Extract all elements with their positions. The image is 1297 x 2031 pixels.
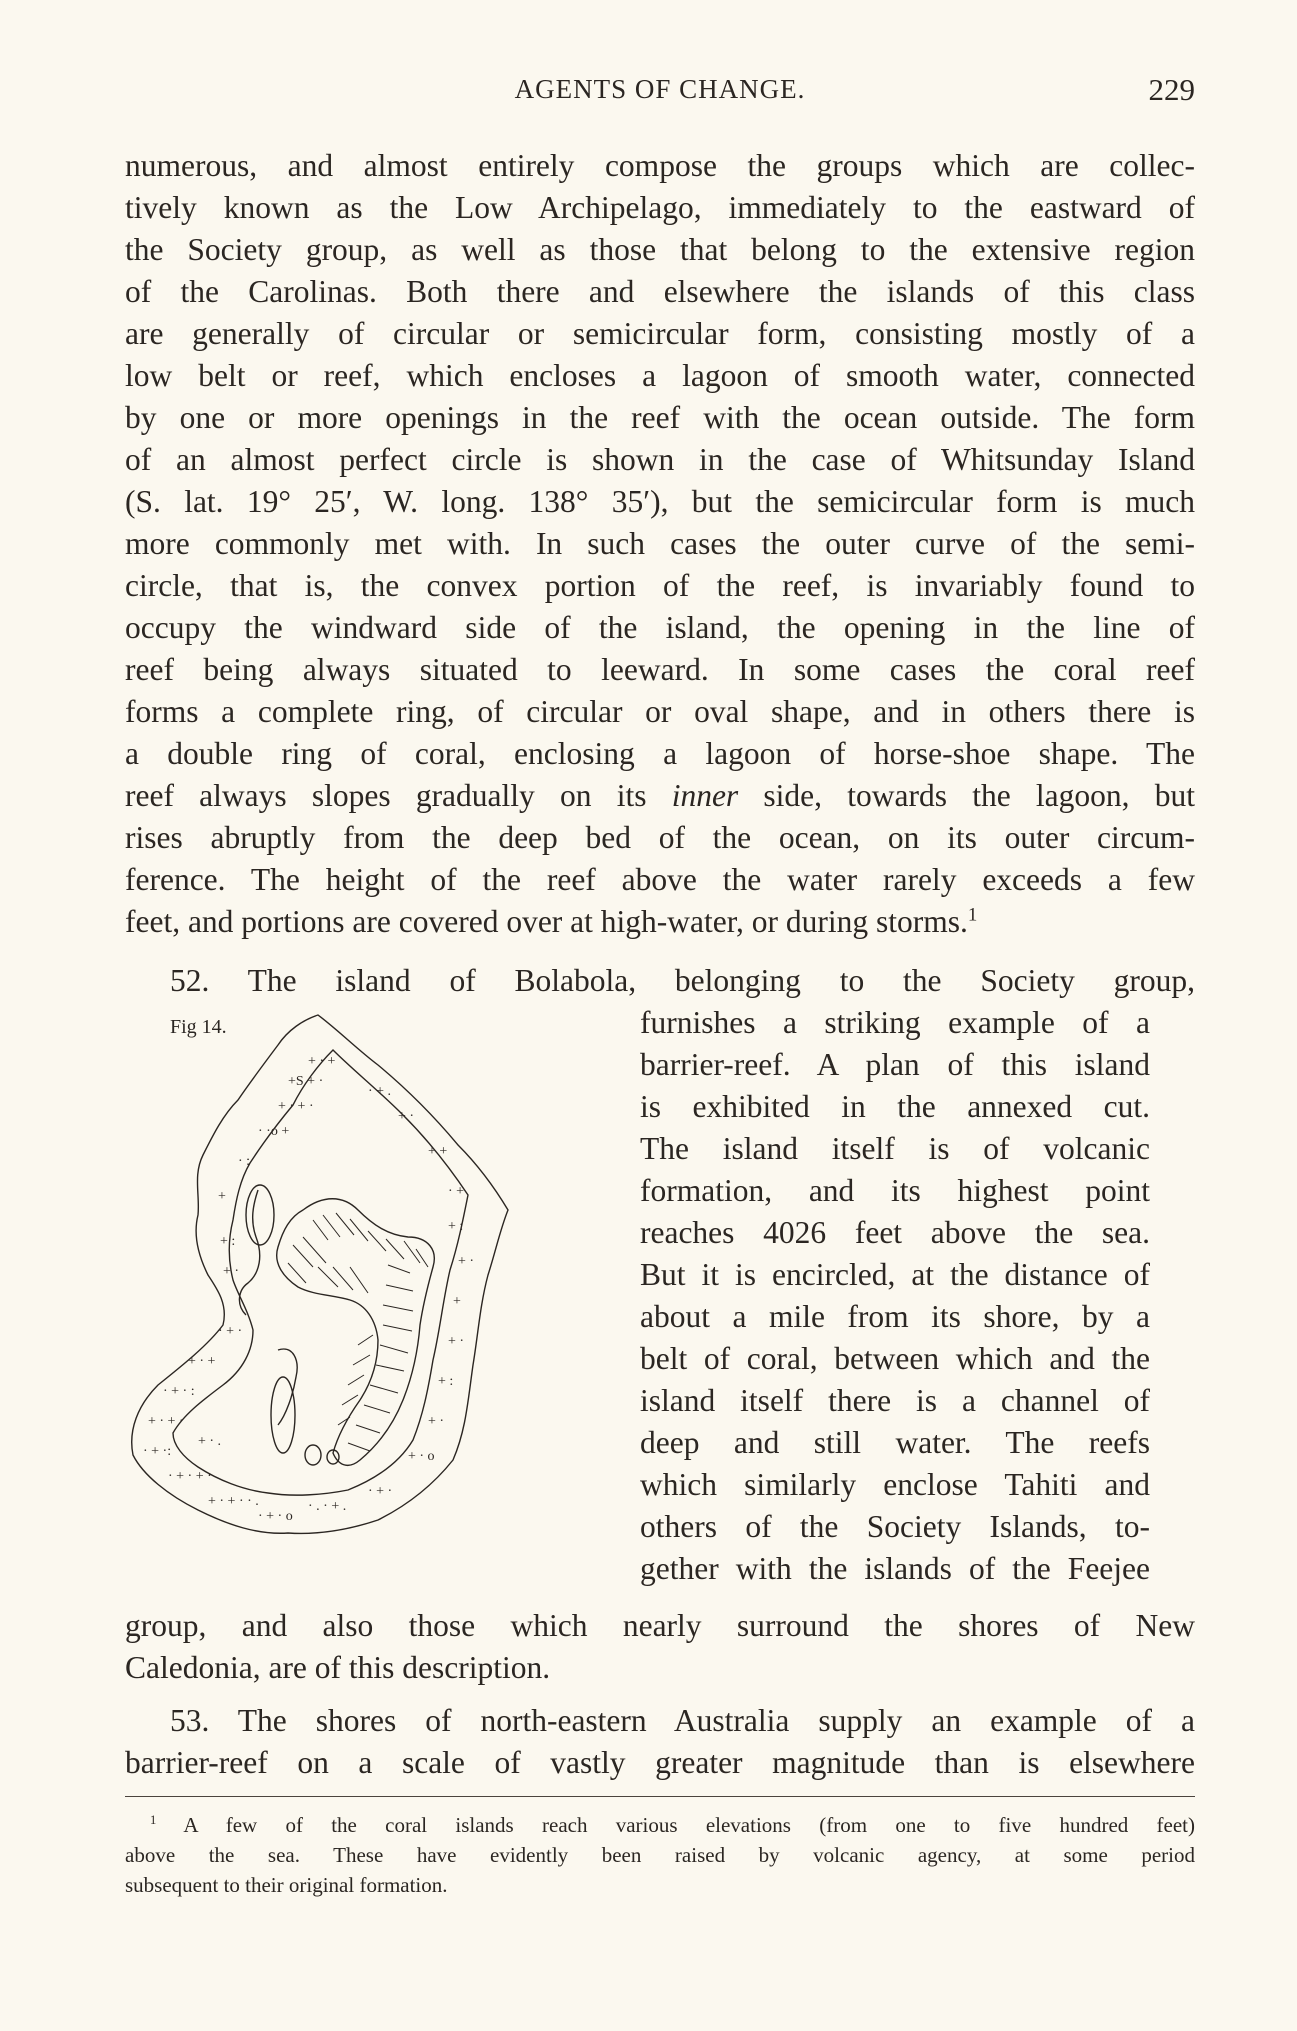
svg-text:· + · :: · + · :: [163, 1384, 195, 1399]
svg-text:+ · o: + · o: [408, 1449, 435, 1464]
volcanic-island-outline: [277, 1199, 435, 1466]
svg-text:· ·o +: · ·o +: [258, 1124, 290, 1139]
inner-reef-outline: [173, 1050, 468, 1495]
italic-word: inner: [671, 778, 739, 813]
svg-text:· + ·:: · + ·:: [143, 1444, 172, 1459]
running-header: [125, 74, 1195, 114]
text-line: Caledonia, are of this description.: [125, 1650, 551, 1685]
running-title: AGENTS OF CHANGE.: [514, 74, 806, 104]
footnote-line: subsequent to their original formation.: [125, 1873, 448, 1897]
svg-text:+: +: [453, 1294, 461, 1309]
text-line: of an almost perfect circle is shown in the case of Whitsunday Island: [125, 442, 1195, 477]
text-line: 52. The island of Bolabola, belonging to the Society group,: [170, 963, 1195, 998]
islet-outline: [246, 1185, 274, 1245]
footnote-rule: [125, 1796, 1195, 1797]
text-line: about a mile from its shore, by a: [640, 1299, 1150, 1334]
svg-text:+ ·: + ·: [398, 1109, 415, 1124]
svg-text:+ · +: + · +: [308, 1054, 336, 1069]
svg-text:+: +: [218, 1189, 226, 1204]
svg-text:· + · + ·: · + · + ·: [168, 1469, 212, 1484]
text-line: [125, 901, 1195, 943]
text-line: (S. lat. 19° 25′, W. long. 138° 35′), but the semicircular form is much: [125, 484, 1195, 519]
text-line: The island itself is of volcanic: [640, 1131, 1150, 1166]
text-line: group, and also those which nearly surround the shores of New: [125, 1608, 1195, 1643]
island-hatching: [288, 1213, 428, 1451]
svg-text:· + .: · + .: [368, 1084, 392, 1099]
text-run: A few of the coral islands reach various elevations (from one to five hundred feet): [183, 1813, 1196, 1837]
text-line: formation, and its highest point: [640, 1173, 1150, 1208]
figure-label: Fig 14.: [170, 1016, 227, 1038]
lagoon-outline: [239, 1190, 259, 1315]
text-line: deep and still water. The reefs: [640, 1425, 1150, 1460]
svg-text:+ :: + :: [438, 1374, 454, 1389]
svg-text:· +: · +: [448, 1184, 465, 1199]
text-line: reef being always situated to leeward. In some cases the coral reef: [125, 652, 1195, 687]
text-line: furnishes a striking example of a: [640, 1005, 1150, 1040]
text-line: rises abruptly from the deep bed of the ocean, on its outer circum-: [125, 820, 1195, 855]
text-line: But it is encircled, at the distance of: [640, 1257, 1150, 1292]
page-number: 229: [1148, 72, 1195, 107]
text-line: are generally of circular or semicircular form, consisting mostly of a: [125, 316, 1195, 351]
text-line: tively known as the Low Archipelago, immediately to the eastward of: [125, 190, 1195, 225]
text-run: reef always slopes gradually on its: [125, 778, 672, 813]
text-line: gether with the islands of the Feejee: [640, 1551, 1150, 1586]
reef-texture: [143, 1054, 474, 1524]
text-line: more commonly met with. In such cases the outer curve of the semi-: [125, 526, 1195, 561]
text-line: 53. The shores of north-eastern Australia supply an example of a: [170, 1703, 1195, 1738]
text-line: which similarly enclose Tahiti and: [640, 1467, 1150, 1502]
footnote-marker: 1: [967, 904, 978, 926]
svg-text:+ · .: + · .: [198, 1434, 222, 1449]
text-run: feet, and portions are covered over at high-water, or during storms.: [125, 904, 968, 939]
footnote-line: above the sea. These have evidently been raised by volcanic agency, at some period: [125, 1843, 1195, 1867]
outer-reef-outline: [132, 1015, 508, 1533]
text-run: side, towards the lagoon, but: [738, 778, 1195, 813]
svg-text:+ ·: + ·: [458, 1254, 475, 1269]
text-line: island itself there is a channel of: [640, 1383, 1150, 1418]
text-line: the Society group, as well as those that belong to the extensive region: [125, 232, 1195, 267]
text-line: occupy the windward side of the island, the opening in the line of: [125, 610, 1195, 645]
svg-text:· :: · :: [238, 1154, 251, 1169]
text-line: [125, 775, 1195, 817]
svg-text:+ · + · · .: + · + · · .: [208, 1494, 259, 1509]
svg-text:+ · + ·: + · + ·: [148, 1414, 184, 1429]
text-line: reaches 4026 feet above the sea.: [640, 1215, 1150, 1250]
text-line: ference. The height of the reef above the water rarely exceeds a few: [125, 862, 1195, 897]
footnote-line: [150, 1810, 1195, 1840]
text-line: others of the Society Islands, to-: [640, 1509, 1150, 1544]
svg-text:+ :: + :: [448, 1219, 464, 1234]
svg-text:+ :: + :: [220, 1234, 236, 1249]
islet-outline: [305, 1445, 321, 1465]
text-line: numerous, and almost entirely compose the groups which are collec-: [125, 148, 1195, 183]
text-line: barrier-reef. A plan of this island: [640, 1047, 1150, 1082]
text-line: circle, that is, the convex portion of the reef, is invariably found to: [125, 568, 1195, 603]
bolabola-reef-figure: [128, 1005, 628, 1605]
text-line: belt of coral, between which and the: [640, 1341, 1150, 1376]
footnote-marker: 1: [150, 1813, 157, 1827]
text-line: forms a complete ring, of circular or oval shape, and in others there is: [125, 694, 1195, 729]
svg-text:+S + ·: +S + ·: [288, 1074, 324, 1089]
svg-text:+ ·: + ·: [223, 1264, 240, 1279]
text-line: of the Carolinas. Both there and elsewhere the islands of this class: [125, 274, 1195, 309]
islet-outline: [278, 1349, 297, 1425]
svg-text:+ · +: + · +: [188, 1354, 216, 1369]
text-line: is exhibited in the annexed cut.: [640, 1089, 1150, 1124]
svg-text:· + · o: · + · o: [258, 1509, 293, 1524]
svg-text:· + ·: · + ·: [368, 1484, 393, 1499]
svg-text:+ +: + +: [428, 1144, 448, 1159]
text-line: a double ring of coral, enclosing a lagoon of horse-shoe shape. The: [125, 736, 1195, 771]
svg-text:+ ·: + ·: [448, 1334, 465, 1349]
svg-text:+ ·: + ·: [428, 1414, 445, 1429]
text-line: barrier-reef on a scale of vastly greater magnitude than is elsewhere: [125, 1745, 1195, 1780]
text-line: by one or more openings in the reef with the ocean outside. The form: [125, 400, 1195, 435]
islet-outline: [271, 1377, 295, 1453]
svg-text:+ · + ·: + · + ·: [278, 1099, 314, 1114]
text-line: low belt or reef, which encloses a lagoon of smooth water, connected: [125, 358, 1195, 393]
svg-text:· + ·: · + ·: [218, 1324, 243, 1339]
svg-text:· . · + .: · . · + .: [308, 1499, 347, 1514]
